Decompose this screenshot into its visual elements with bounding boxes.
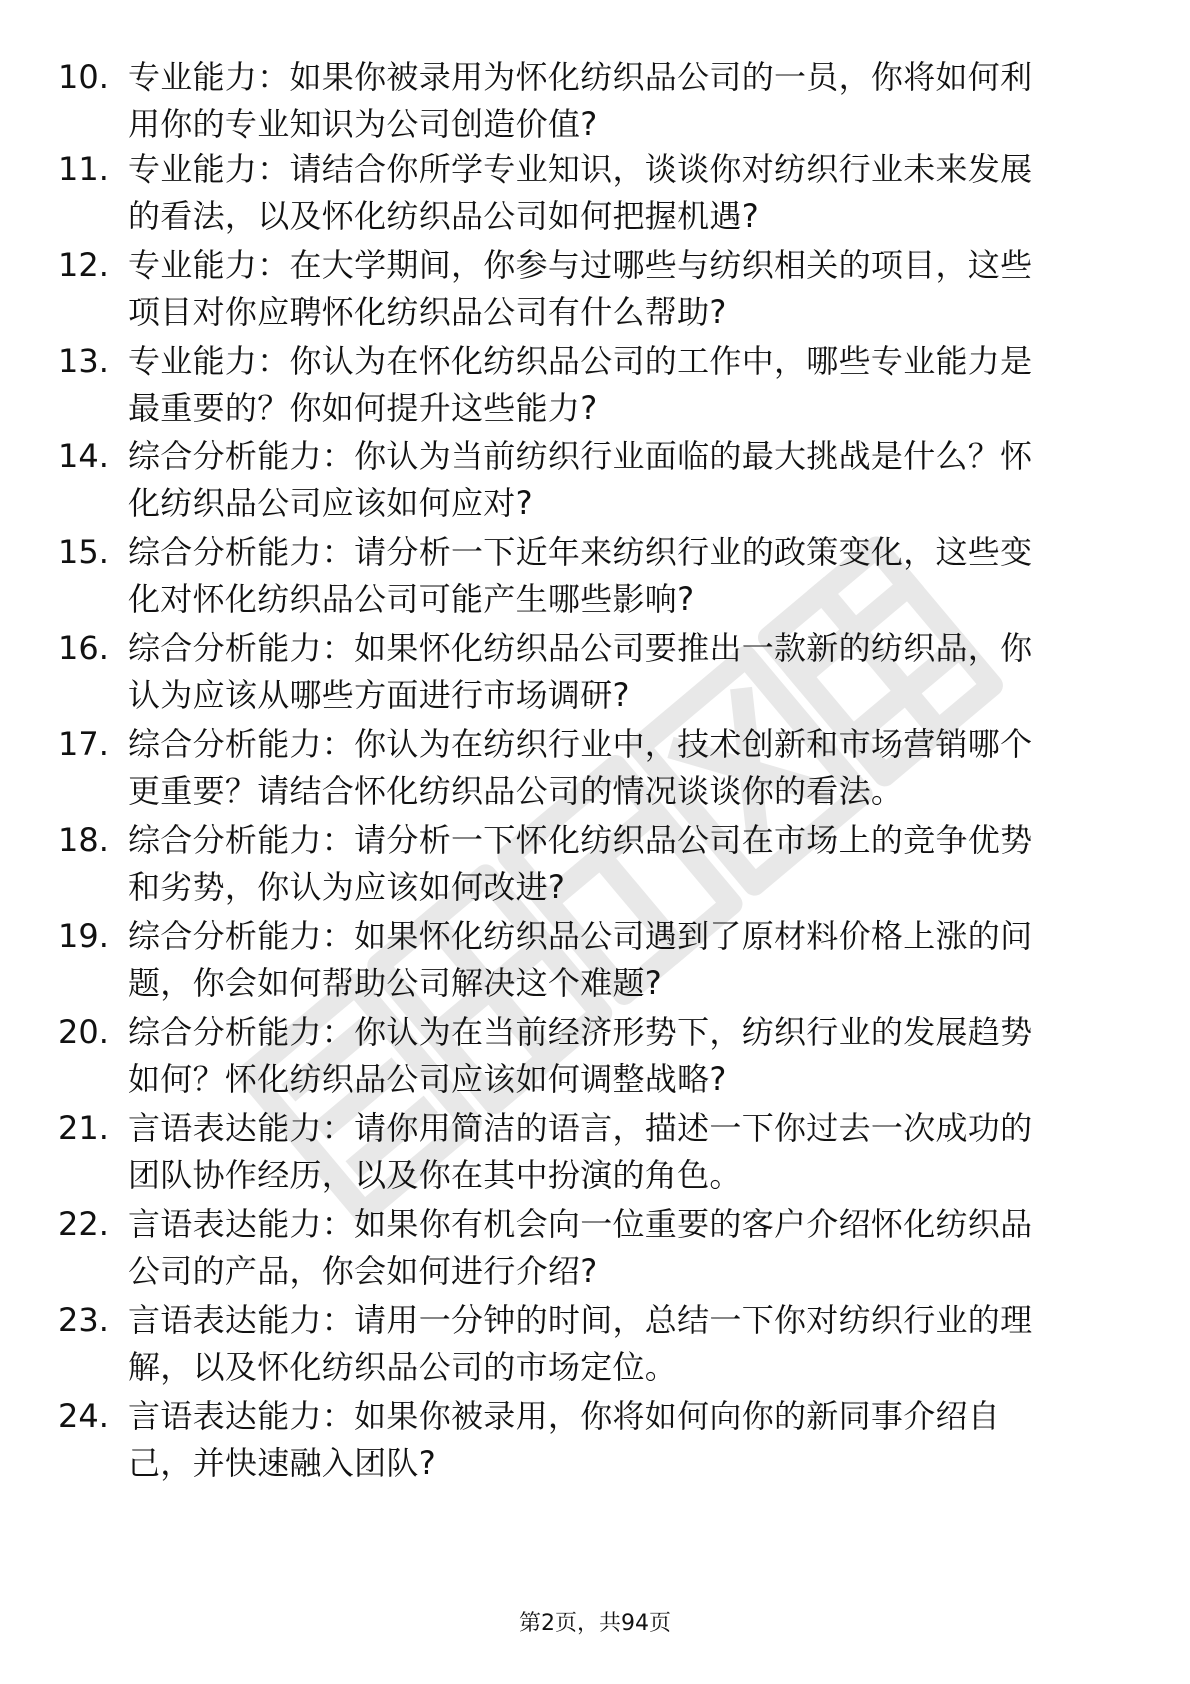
question-item xyxy=(0,817,1190,927)
question-line: 综合分析能力：你认为在纺织行业中，技术创新和市场营销哪个 xyxy=(128,725,1033,763)
question-line: 言语表达能力：如果你有机会向一位重要的客户介绍怀化纺织品 xyxy=(128,1205,1033,1243)
question-item xyxy=(0,1297,1190,1407)
question-line: 用你的专业知识为公司创造价值? xyxy=(128,105,598,143)
question-text xyxy=(128,242,1128,336)
question-line: 化对怀化纺织品公司可能产生哪些影响? xyxy=(128,580,695,618)
question-line: 如何？怀化纺织品公司应该如何调整战略? xyxy=(128,1060,727,1098)
question-text xyxy=(128,1201,1128,1295)
question-text xyxy=(128,338,1128,432)
question-line: 言语表达能力：请用一分钟的时间，总结一下你对纺织行业的理 xyxy=(128,1301,1033,1339)
question-text xyxy=(128,1393,1128,1487)
question-item xyxy=(0,1105,1190,1215)
question-number: 22. xyxy=(58,1205,109,1243)
question-item xyxy=(0,721,1190,831)
question-item xyxy=(0,529,1190,639)
question-item xyxy=(0,338,1190,448)
question-line: 综合分析能力：你认为在当前经济形势下，纺织行业的发展趋势 xyxy=(128,1013,1033,1051)
question-number: 19. xyxy=(58,917,109,955)
question-line: 言语表达能力：如果你被录用，你将如何向你的新同事介绍自 xyxy=(128,1397,1001,1435)
question-number: 16. xyxy=(58,629,109,667)
question-line: 更重要？请结合怀化纺织品公司的情况谈谈你的看法。 xyxy=(128,772,904,810)
question-number: 23. xyxy=(58,1301,109,1339)
question-item xyxy=(0,146,1190,256)
question-line: 最重要的？你如何提升这些能力? xyxy=(128,389,598,427)
question-line: 专业能力：在大学期间，你参与过哪些与纺织相关的项目，这些 xyxy=(128,246,1033,284)
question-number: 18. xyxy=(58,821,109,859)
question-line: 专业能力：你认为在怀化纺织品公司的工作中，哪些专业能力是 xyxy=(128,342,1033,380)
question-item xyxy=(0,625,1190,735)
question-text xyxy=(128,146,1128,240)
question-number: 13. xyxy=(58,342,109,380)
question-number: 15. xyxy=(58,533,109,571)
question-item xyxy=(0,913,1190,1023)
question-item xyxy=(0,1201,1190,1311)
question-line: 综合分析能力：请分析一下怀化纺织品公司在市场上的竞争优势 xyxy=(128,821,1033,859)
question-line: 项目对你应聘怀化纺织品公司有什么帮助? xyxy=(128,293,727,331)
question-number: 20. xyxy=(58,1013,109,1051)
question-text xyxy=(128,1297,1128,1391)
question-text xyxy=(128,721,1128,815)
question-text xyxy=(128,1105,1128,1199)
question-line: 综合分析能力：你认为当前纺织行业面临的最大挑战是什么？怀 xyxy=(128,437,1033,475)
question-line: 综合分析能力：如果怀化纺织品公司遇到了原材料价格上涨的问 xyxy=(128,917,1033,955)
question-line: 公司的产品，你会如何进行介绍? xyxy=(128,1252,598,1290)
question-text xyxy=(128,913,1128,1007)
question-line: 化纺织品公司应该如何应对? xyxy=(128,484,533,522)
question-line: 的看法，以及怀化纺织品公司如何把握机遇? xyxy=(128,197,759,235)
question-line: 解，以及怀化纺织品公司的市场定位。 xyxy=(128,1348,678,1386)
question-text xyxy=(128,1009,1128,1103)
question-text xyxy=(128,625,1128,719)
question-line: 题，你会如何帮助公司解决这个难题? xyxy=(128,964,663,1002)
question-line: 言语表达能力：请你用简洁的语言，描述一下你过去一次成功的 xyxy=(128,1109,1033,1147)
question-line: 专业能力：如果你被录用为怀化纺织品公司的一员，你将如何利 xyxy=(128,58,1033,96)
question-line: 综合分析能力：如果怀化纺织品公司要推出一款新的纺织品，你 xyxy=(128,629,1033,667)
question-line: 认为应该从哪些方面进行市场调研? xyxy=(128,676,630,714)
question-text xyxy=(128,433,1128,527)
question-text xyxy=(128,529,1128,623)
question-line: 己，并快速融入团队? xyxy=(128,1444,436,1482)
question-item xyxy=(0,1393,1190,1503)
question-number: 14. xyxy=(58,437,109,475)
question-number: 21. xyxy=(58,1109,109,1147)
question-line: 专业能力：请结合你所学专业知识，谈谈你对纺织行业未来发展 xyxy=(128,150,1033,188)
question-text xyxy=(128,54,1128,148)
question-text xyxy=(128,817,1128,911)
question-item xyxy=(0,242,1190,352)
question-line: 和劣势，你认为应该如何改进? xyxy=(128,868,566,906)
question-number: 12. xyxy=(58,246,109,284)
question-item xyxy=(0,1009,1190,1119)
question-item xyxy=(0,433,1190,543)
question-number: 10. xyxy=(58,58,109,96)
question-number: 11. xyxy=(58,150,109,188)
question-number: 17. xyxy=(58,725,109,763)
question-line: 团队协作经历，以及你在其中扮演的角色。 xyxy=(128,1156,742,1194)
question-number: 24. xyxy=(58,1397,109,1435)
question-line: 综合分析能力：请分析一下近年来纺织行业的政策变化，这些变 xyxy=(128,533,1033,571)
page-footer: 第2页，共94页 xyxy=(519,1611,671,1636)
